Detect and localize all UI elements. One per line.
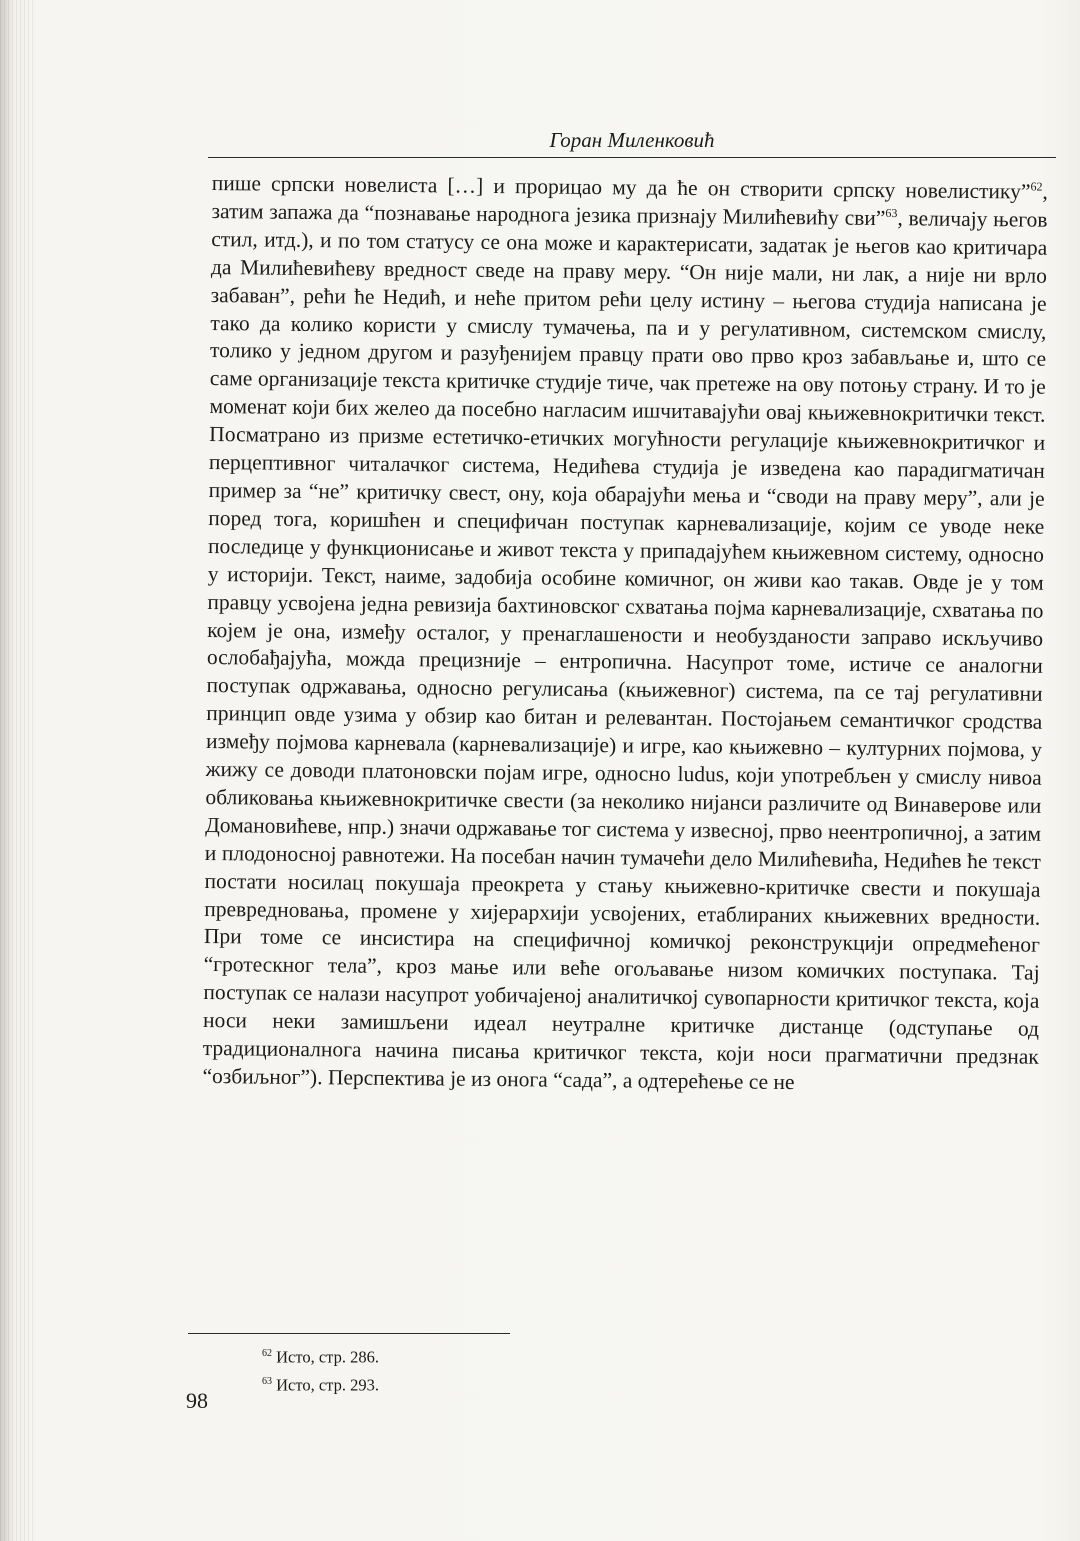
text-segment: , величају његов стил, итд.), и по том статусу се она може и карактерисати, задатак је његов као критичара да Милићевићеву вредност сведе на праву меру. “Он није мали, ни лак, а није ни врло забаван”, рећи ће Недић, и неће притом рећи целу истину – његова студија написана је тако да колико користи у смислу тумачења, па и у регулативном, системском смислу, толико у једном другом и разуђенијем правцу прати ово прво кроз забављање и, што се саме организације текста критичке студије тиче, чак претеже на ову потоњу страну. И то је моменат који бих желео да посебно нагласим ишчитавајући овај књижевнокритички текст. Посматрано из призме естетичко-етичких могућности регулације књижевнокритичког и перцептивног читалачког система, Недићева студија је изведена као парадигматичан пример за “не” критичку свест, ону, која обарајући мења и “своди на праву меру”, али је поред тога, коришћен и специфичан поступак карневализације, којим се уводе неке последице у функционисање и живот текста у припадајућем књижевном систему, односно у историји. Текст, наиме, задобија особине комичног, он живи као такав. Овде је у том правцу усвојена једна ревизија бахтиновског схватања појма карневализације, схватања по којем је она, између осталог, у пренаглашености и необузданости заправо искључиво ослобађајућа, можда прецизније – ентропична. Насупрот томе, истиче се аналогни поступак одржавања, односно регулисања (књижевног) система, па се тај регулативни принцип овде узима у обзир као битан и релевантан. Постојањем семантичког сродства између појмова карневала (карневализације) и игре, као књижевно – културних појмова, у жижу се доводи платоновски појам игре, односно ludus, који употребљен у смислу нивоа обликовања књижевнокритичке свести (за неколико нијанси различите од Винаверове или Домановићеве, нпр.) значи одржавање тог система у извесној, прво неентропичној, а затим и плодоносној равнотежи. На посебан начин тумачећи дело Милићевића, Недићев ће текст постати носилац покушаја преокрета у стању књижевно-критичке свести и покушаја превредновања, промене у хијерархији усвојених, етаблираних књижевних вредности. При томе се инсистира на специфичној комичкој реконструкцији опредмећеног “гротескног тела”, кроз мање или веће огољавање низом комичких поступака. Тај поступак се налази насупрот уобичајеној аналитичкој сувопарности критичког текста, која носи неки замишљени идеал неутралне критичке дистанце (одступање од традиционалнога начина писања критичког текста, који носи прагматични предзнак “озбиљног”). Перспектива је из онога “сада”, а одтерећење се не	[202, 206, 1048, 1095]
footnote	[262, 1370, 379, 1398]
footnotes	[262, 1342, 379, 1397]
running-head: Горан Миленковић	[549, 128, 715, 152]
footnote	[262, 1342, 379, 1370]
footnote-ref: 63	[885, 205, 898, 220]
footnote-text: Исто, стр. 286.	[272, 1347, 379, 1367]
header-rule	[208, 157, 1056, 158]
page-number: 98	[186, 1388, 208, 1413]
footnote-rule	[188, 1333, 510, 1334]
footnote-number: 62	[262, 1348, 272, 1359]
footnote-text: Исто, стр. 293.	[272, 1375, 379, 1394]
text-segment: , затим запажа да “познавање народнога језика признају Милићевићу сви”	[211, 179, 1048, 230]
footnote-number: 63	[262, 1375, 272, 1387]
text-segment: пише српски новелиста […] и прорицао му да ће он створити српску новелистику”	[211, 170, 1031, 204]
page-stack-edge	[0, 0, 36, 1541]
body-paragraph	[202, 170, 1048, 1100]
footnote-ref: 62	[1030, 179, 1043, 194]
body-text	[202, 170, 1048, 1100]
